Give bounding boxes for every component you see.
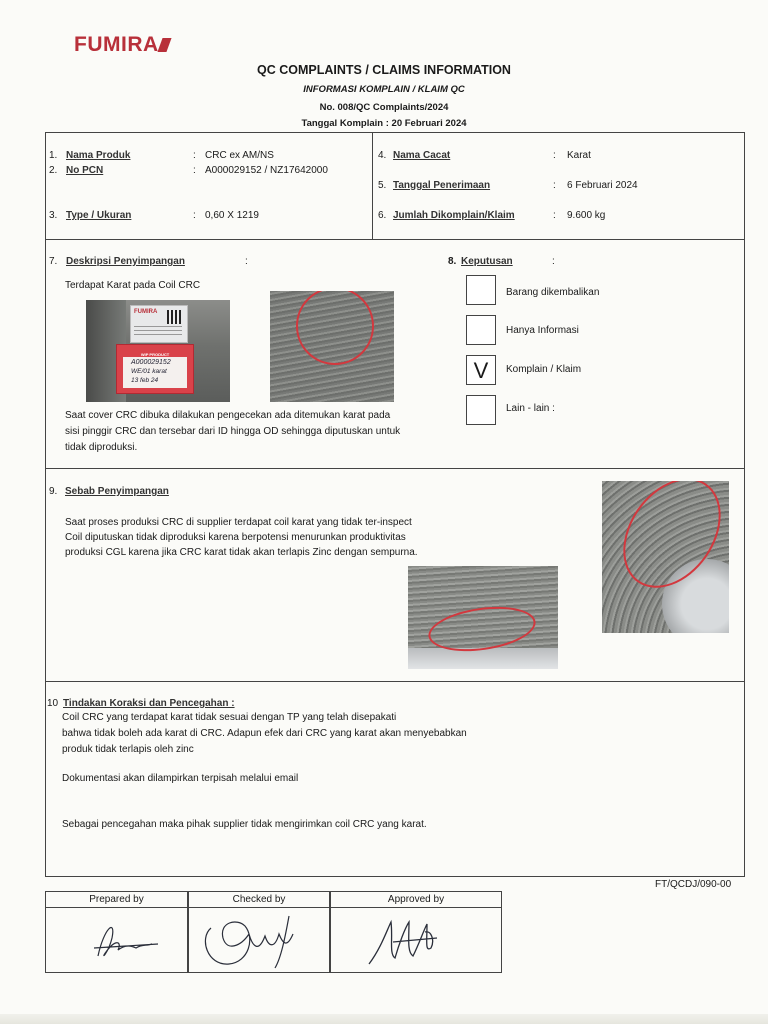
- field-4-colon: :: [553, 150, 556, 161]
- decision-checkbox-claim[interactable]: V: [466, 355, 496, 385]
- field-1-value: CRC ex AM/NS: [205, 150, 274, 161]
- section-10-number: 10: [47, 698, 59, 709]
- field-2-value: A000029152 / NZ17642000: [205, 165, 328, 176]
- field-4-number: 4.: [378, 150, 387, 161]
- product-tag-lines: [134, 326, 182, 338]
- section-9-line-2: Coil diputuskan tidak diproduksi karena berpotensi menurunkan produktivitas: [65, 532, 406, 543]
- document-number: No. 008/QC Complaints/2024: [319, 102, 449, 113]
- field-5-value: 6 Februari 2024: [567, 180, 638, 191]
- product-tag-brand: FUMIRA: [134, 309, 158, 315]
- field-3-colon: :: [193, 210, 196, 221]
- field-2-label: No PCN: [66, 165, 104, 176]
- section-9-line-3: produksi CGL karena jika CRC karat tidak akan terlapis Zinc dengan sempurna.: [65, 547, 418, 558]
- info-section-divider: [45, 239, 745, 240]
- coil-side-photo: [408, 566, 558, 669]
- field-6-colon: :: [553, 210, 556, 221]
- field-2-number: 2.: [49, 165, 58, 176]
- wip-product-label: [116, 344, 194, 394]
- field-1-number: 1.: [49, 150, 58, 161]
- section-10-line-1: Coil CRC yang terdapat karat tidak sesuai dengan TP yang telah disepakati: [62, 712, 397, 723]
- scan-bottom-edge: [0, 1014, 768, 1024]
- field-5-number: 5.: [378, 180, 387, 191]
- decision-label-claim: Komplain / Klaim: [506, 364, 582, 375]
- company-logo: FUMIRA: [74, 33, 159, 56]
- field-1-label: Nama Produk: [66, 150, 131, 161]
- field-3-label: Type / Ukuran: [66, 210, 132, 221]
- field-5-label: Tanggal Penerimaan: [393, 180, 491, 191]
- coil-label-photo: [86, 300, 230, 402]
- section-7-description-line-2: sisi pinggir CRC dan tersebar dari ID hingga OD sehingga diputuskan untuk: [65, 426, 401, 437]
- signature-prepared-label: Prepared by: [46, 892, 187, 908]
- complaint-date: Tanggal Komplain : 20 Februari 2024: [301, 118, 467, 129]
- section-10-line-4: Dokumentasi akan dilampirkan terpisah melalui email: [62, 773, 299, 784]
- coil-bottom-shine: [408, 648, 558, 669]
- wip-label-heading: WIP PRODUCT: [123, 352, 187, 357]
- section-7-description-line-1: Saat cover CRC dibuka dilakukan pengecekan ada ditemukan karat pada: [65, 410, 391, 421]
- rust-closeup-photo: [270, 291, 394, 402]
- section-10-line-5: Sebagai pencegahan maka pihak supplier tidak mengirimkan coil CRC yang karat.: [62, 819, 427, 830]
- document-title: QC COMPLAINTS / CLAIMS INFORMATION: [257, 63, 511, 77]
- section-9-title: Sebab Penyimpangan: [65, 486, 169, 497]
- section-7-description-line-3: tidak diproduksi.: [65, 442, 138, 453]
- qr-code-icon: [167, 310, 181, 324]
- field-6-label: Jumlah Dikomplain/Klaim: [393, 210, 515, 221]
- section-9-number: 9.: [49, 486, 58, 497]
- decision-checkbox-info-only[interactable]: [466, 315, 496, 345]
- decision-checkbox-returned[interactable]: [466, 275, 496, 305]
- wip-label-inner: [123, 352, 187, 388]
- section-10-line-2: bahwa tidak boleh ada karat di CRC. Adapun efek dari CRC yang karat akan menyebabkan: [62, 728, 467, 739]
- prepared-signature: [46, 908, 187, 972]
- field-2-colon: :: [193, 165, 196, 176]
- signature-approved-label: Approved by: [331, 892, 501, 908]
- product-tag: [130, 305, 188, 343]
- decision-label-info-only: Hanya Informasi: [506, 325, 579, 336]
- decision-checkbox-other[interactable]: [466, 395, 496, 425]
- field-4-label: Nama Cacat: [393, 150, 451, 161]
- wip-label-handwriting-1: A000029152: [131, 359, 171, 366]
- field-3-number: 3.: [49, 210, 58, 221]
- rust-highlight-ring: [296, 291, 374, 365]
- section-7-number: 7.: [49, 256, 58, 267]
- section-8-number: 8.: [448, 256, 457, 267]
- section-8-colon: :: [552, 256, 555, 267]
- field-6-value: 9.600 kg: [567, 210, 606, 221]
- section-10-title: Tindakan Koraksi dan Pencegahan :: [63, 698, 235, 709]
- signature-checked-label: Checked by: [189, 892, 329, 908]
- wip-label-handwriting-2: WE/01 karat: [131, 368, 167, 375]
- section-9-divider: [45, 468, 745, 469]
- decision-label-other: Lain - lain :: [506, 403, 555, 414]
- signature-prepared-cell: [45, 891, 188, 973]
- field-1-colon: :: [193, 150, 196, 161]
- approved-signature: [331, 908, 501, 972]
- signature-checked-cell: [188, 891, 330, 973]
- document-subtitle: INFORMASI KOMPLAIN / KLAIM QC: [303, 84, 465, 95]
- field-6-number: 6.: [378, 210, 387, 221]
- form-code: FT/QCDJ/090-00: [655, 879, 732, 890]
- section-8-title: Keputusan: [461, 256, 513, 267]
- section-7-colon: :: [245, 256, 248, 267]
- section-10-line-3: produk tidak terlapis oleh zinc: [62, 744, 194, 755]
- field-3-value: 0,60 X 1219: [205, 210, 259, 221]
- section-9-line-1: Saat proses produksi CRC di supplier terdapat coil karat yang tidak ter-inspect: [65, 517, 412, 528]
- decision-label-returned: Barang dikembalikan: [506, 287, 600, 298]
- section-10-divider: [45, 681, 745, 682]
- coil-edge-photo: [602, 481, 729, 633]
- wip-label-handwriting-3: 13 feb 24: [131, 377, 159, 384]
- field-4-value: Karat: [567, 150, 591, 161]
- signature-approved-cell: [330, 891, 502, 973]
- logo-mark-icon: [157, 38, 171, 52]
- field-5-colon: :: [553, 180, 556, 191]
- checked-signature: [189, 908, 329, 972]
- section-7-caption: Terdapat Karat pada Coil CRC: [65, 280, 201, 291]
- section-7-title: Deskripsi Penyimpangan: [66, 256, 185, 267]
- info-column-divider: [372, 132, 373, 239]
